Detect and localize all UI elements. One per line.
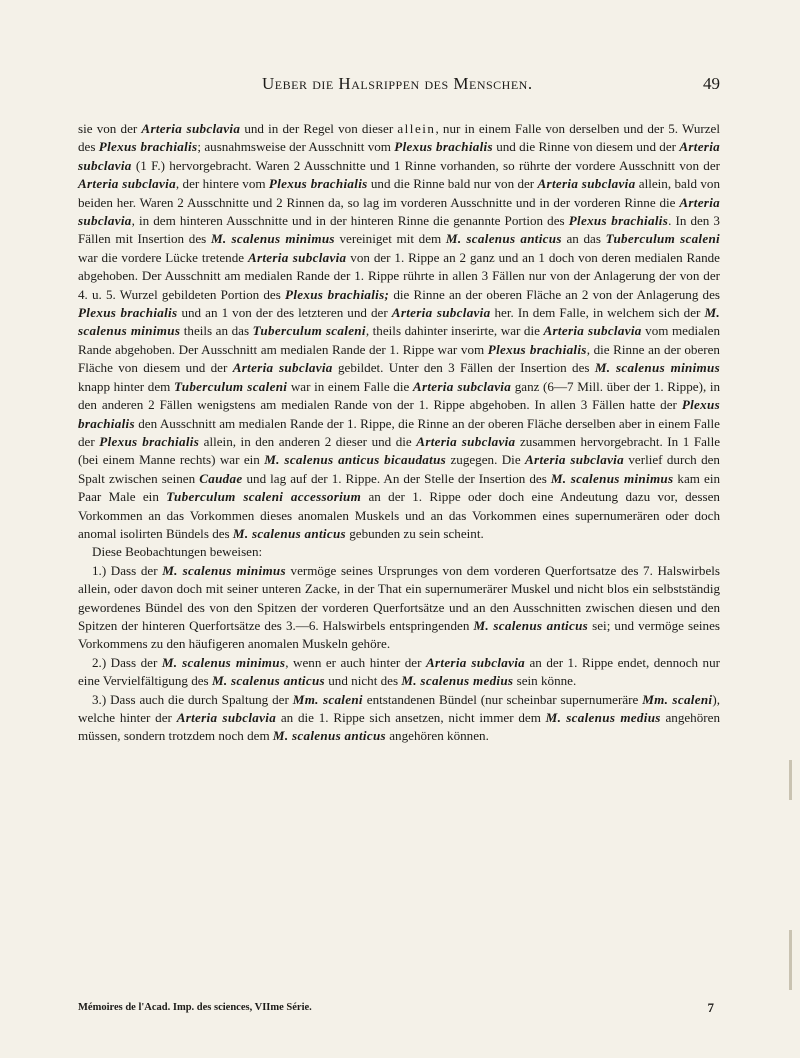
latin-term: Plexus brachialis [268,176,368,192]
text-run: Diese Beobachtungen beweisen: [92,544,263,560]
paragraph [78,691,720,746]
latin-term: Arteria subclavia [78,194,720,229]
text-run: vom medialen Rande abgehoben. Der Ausschnitt am medialen Rande der 1. Rippe war vom [78,323,720,357]
text-run: vermöge seines Ursprunges von dem vorderen Querfortsatze des 7. Halswirbels allein, oder davon doch mit seiner unteren Zacke, in der That ein supernumerärer Muskel und nicht blos ein selbstständig gewordenes Bündel des von den Spitzen der vorderen Querfortsätze und an den Ausschnitten zwischen diesen und den Spitzen der hinteren Querfortsätze des 3.—6. Halswirbels entspringenden [78,562,721,633]
latin-term: M. scalenus anticus [445,231,562,247]
latin-term: Arteria subclavia [425,654,526,670]
text-run: gebildet. Unter den 3 Fällen der Insertion des [332,360,595,376]
latin-term: M. scalenus minimus [594,360,721,376]
footer [78,1002,720,1018]
latin-term: Plexus brachialis [78,397,720,431]
text-run: und nicht des [324,673,402,689]
text-run: sei; und vermöge seines Vorkommens zu den häufigeren anomalen Muskeln gehöre. [78,617,720,652]
latin-term: M. scalenus anticus [272,728,386,744]
text-run: sie von der [78,121,142,136]
latin-term: Arteria subclavia [543,323,642,339]
text-run: 2.) Dass der [92,654,162,670]
text-run: war in einem Falle die [287,378,413,394]
latin-term: M. scalenus minimus [162,562,286,578]
latin-term: M. scalenus medius [401,673,514,689]
text-run: knapp hinter dem [78,378,174,394]
latin-term: Caudae [199,470,243,486]
text-run: zusammen hervorgebracht. In 1 Falle (bei einem Manne rechts) war ein [78,433,721,468]
text-run: , theils dahinter inserirte, war die [365,323,544,339]
latin-term: M. scalenus minimus [550,470,674,486]
body-text [78,120,720,746]
latin-term: Plexus brachialis [568,213,669,229]
latin-term: Mm. scaleni [292,691,363,707]
paragraph [78,654,720,691]
paragraph [78,562,720,654]
latin-term: Arteria subclavia [416,433,516,449]
text-run: allein, bald von beiden her. Waren 2 Ausschnitte und 2 Rinnen da, so lag im vorderen Ausschnitte und in der vorderen Rinne die [78,176,720,210]
latin-term: Plexus brachialis [98,139,198,155]
latin-term: Mm. scaleni [642,691,713,707]
text-run: theils an das [180,323,253,339]
page-edge-mark [789,760,792,800]
latin-term: Arteria subclavia [141,121,241,136]
latin-term: Arteria subclavia [391,305,491,321]
page-edge-mark [789,930,792,990]
latin-term: M. scalenus minimus [210,231,335,247]
latin-term: Plexus brachialis [394,139,493,155]
text-run: und in der Regel von dieser [240,121,398,136]
text-run: (1 F.) hervorgebracht. Waren 2 Ausschnitte und 1 Rinne vorhanden, so rührte der vordere Ausschnitt von der [131,157,720,173]
text-run: an die 1. Rippe sich ansetzen, nicht immer dem [276,710,546,725]
text-run: verlief durch den Spalt zwischen seinen [78,452,720,486]
text-run: an das [561,231,606,247]
latin-term: Tuberculum scaleni accessorium [166,489,362,505]
text-run: 3.) Dass auch die durch Spaltung der [92,691,293,707]
text-run: vereiniget mit dem [334,231,446,247]
text-run: her. In dem Falle, in welchem sich der [490,305,705,321]
text-run: kam ein Paar Male ein [78,470,721,505]
signature-mark: 7 [707,1000,714,1015]
text-run: 1.) Dass der [92,562,163,578]
latin-term: Arteria subclavia [525,452,624,468]
text-run: angehören müssen, sondern trotzdem noch dem [78,710,720,744]
latin-term: M. scalenus minimus [161,654,286,670]
publication-note: Mémoires de l'Acad. Imp. des sciences, VIIme Série. [78,1002,312,1013]
latin-term: M. scalenus anticus [473,617,589,633]
text-run: die Rinne an der oberen Fläche an 2 von der Anlagerung des [389,286,720,302]
text-run: ; ausnahmsweise der Ausschnitt vom [197,139,395,155]
latin-term: M. scalenus medius [545,710,661,725]
text-run: , in dem hinteren Ausschnitte und in der hinteren Rinne die genannte Portion des [131,213,569,229]
text-run: den Ausschnitt am medialen Rande der 1. Rippe, die Rinne an der oberen Fläche derselben aber in einem Falle der [78,415,720,449]
latin-term: Plexus brachialis [99,433,200,449]
latin-term: Tuberculum scaleni [605,231,720,247]
document-page [78,0,720,1058]
page-title: Ueber die Halsrippen des Menschen. [262,74,533,93]
text-run: von der 1. Rippe an 2 ganz und an 1 doch von deren medialen Rande abgehoben. Der Ausschnitt am medialen Rande der 1. Rippe rührte in allen 3 Fällen nur von der Anlagerung der von der 4. u. 5. Wurzel gebildeten Portion des [78,249,720,302]
text-run: allein, in den anderen 2 dieser und die [199,433,417,449]
latin-term: Arteria subclavia [176,710,277,725]
text-run: . In den 3 Fällen mit Insertion des [78,213,720,247]
text-run: war die vordere Lücke tretende [78,249,248,265]
text-run: , die Rinne an der oberen Fläche von diesem und der [78,341,720,376]
text-run: und die Rinne bald nur von der [367,176,538,192]
latin-term: Plexus brachialis [487,341,587,357]
latin-term: M. scalenus anticus [232,525,346,541]
text-run: und an 1 von der des letzteren und der [177,305,392,321]
latin-term: Plexus brachialis; [285,286,390,302]
latin-term: M. scalenus anticus bicaudatus [264,452,447,468]
text-run: , wenn er auch hinter der [285,654,426,670]
text-run: sein könne. [513,673,577,689]
latin-term: Arteria subclavia [78,139,720,173]
latin-term: Arteria subclavia [537,176,636,192]
text-run: gebunden zu sein scheint. [345,525,484,541]
text-run: und lag auf der 1. Rippe. An der Stelle der Insertion des [242,470,551,486]
text-run: an der 1. Rippe endet, dennoch nur eine Vervielfältigung des [78,654,721,689]
text-run: , nur in einem Falle von derselben und der 5. Wurzel des [78,121,720,155]
latin-term: M. scalenus anticus [211,673,325,689]
running-header [78,74,720,96]
text-run: ganz (6—7 Mill. über der 1. Rippe), in den anderen 2 Fällen wenigstens am medialen Rande von der 1. Rippe abgehoben. In allen 3 Fällen hatte der [78,378,721,413]
latin-term: M. scalenus minimus [78,305,720,339]
text-run: und die Rinne von diesem und der [492,139,680,155]
text-run: zugegen. Die [446,452,526,468]
latin-term: Arteria subclavia [78,176,176,192]
latin-term: Tuberculum scaleni [252,323,366,339]
text-run: an der 1. Rippe oder doch eine Andeutung dazu vor, dessen Vorkommen an das Vorkommen dieses anomalen Muskels und an das Vorkommen eines supernumerären oder doch anomal isolirten Bündels des [78,489,720,541]
latin-term: Arteria subclavia [412,378,512,394]
text-run: ), welche hinter der [78,691,720,725]
paragraph [78,543,720,561]
latin-term: Arteria subclavia [247,249,347,265]
latin-term: Arteria subclavia [232,360,333,376]
latin-term: Tuberculum scaleni [173,378,288,394]
emphasis: allein [397,121,436,136]
text-run: entstandenen Bündel (nur scheinbar supernumeräre [362,691,643,707]
latin-term: Plexus brachialis [78,305,178,321]
text-run: angehören können. [385,728,489,744]
paragraph [78,120,720,543]
text-run: , der hintere vom [175,176,269,192]
page-number: 49 [703,74,720,93]
